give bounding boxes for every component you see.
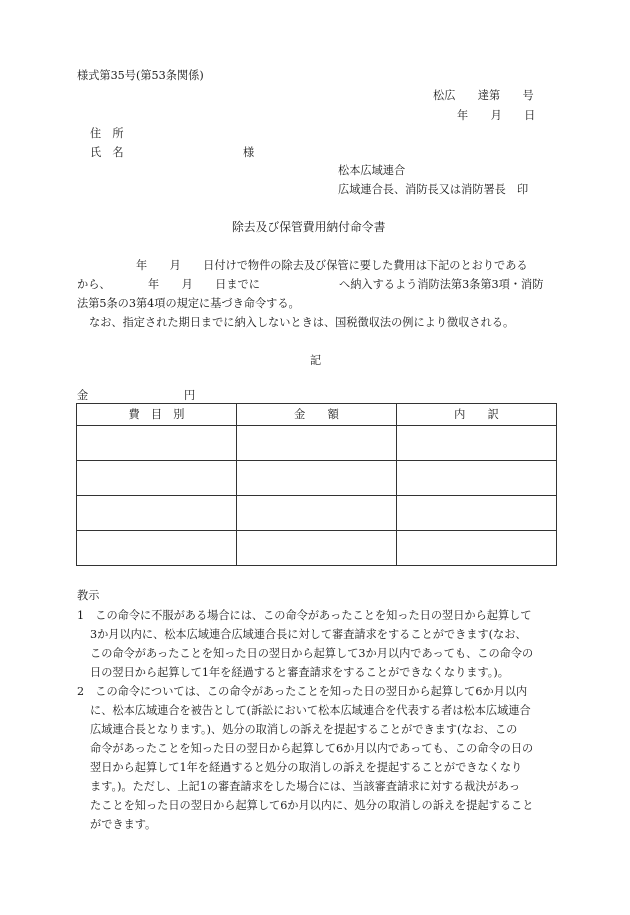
body-line-1: 年 月 日付けで物件の除去及び保管に要した費用は下記のとおりである xyxy=(136,259,528,272)
table-cell xyxy=(77,426,237,461)
table-cell xyxy=(397,531,557,566)
table-cell xyxy=(77,461,237,496)
table-cell xyxy=(77,531,237,566)
table-row xyxy=(77,531,557,566)
table-cell xyxy=(397,496,557,531)
header-expense-category: 費 目 別 xyxy=(77,404,237,426)
notice-item-2-line-4: 命令があったことを知った日の翌日から起算して6か月以内であっても、この命令の日の xyxy=(90,742,534,755)
table-cell xyxy=(77,496,237,531)
notice-heading: 教示 xyxy=(77,589,100,602)
table-cell xyxy=(237,531,397,566)
honorific: 様 xyxy=(243,146,255,159)
notice-item-2-line-3: 広域連合長となります。)、処分の取消しの訴えを提起することができます(なお、この xyxy=(90,723,518,736)
header-breakdown: 内 訳 xyxy=(397,404,557,426)
amount-unit: 円 xyxy=(184,389,196,402)
body-line-2b: 年 月 日までに xyxy=(148,278,260,291)
notice-item-2-line-1: 2 この命令については、この命令があったことを知った日の翌日から起算して6か月以内 xyxy=(77,685,528,698)
document-date: 年 月 日 xyxy=(457,109,536,122)
table-row xyxy=(77,461,557,496)
body-line-2a: から、 xyxy=(77,278,111,291)
body-line-3: 法第5条の3第4項の規定に基づき命令する。 xyxy=(77,297,300,310)
document-title: 除去及び保管費用納付命令書 xyxy=(232,220,386,234)
fee-table xyxy=(76,403,557,566)
notice-item-1-line-1: 1 この命令に不服がある場合には、この命令があったことを知った日の翌日から起算して xyxy=(77,609,532,622)
notice-item-1-line-3: この命令があったことを知った日の翌日から起算して3か月以内であっても、この命令の xyxy=(90,647,534,660)
amount-label: 金 xyxy=(77,389,89,402)
form-number: 様式第35号(第53条関係) xyxy=(77,69,204,82)
ki-mark: 記 xyxy=(310,354,322,367)
fee-table-header-row xyxy=(77,404,557,426)
notice-item-1-line-4: 日の翌日から起算して1年を経過すると審査請求をすることができなくなります。)。 xyxy=(90,666,509,679)
body-line-4: なお、指定された期日までに納入しないときは、国税徴収法の例により徴収される。 xyxy=(89,316,515,329)
notice-item-1-line-2: 3か月以内に、松本広域連合広域連合長に対して審査請求をすることができます(なお、 xyxy=(90,628,527,641)
table-cell xyxy=(237,426,397,461)
table-cell xyxy=(397,461,557,496)
notice-item-2-line-7: たことを知った日の翌日から起算して6か月以内に、処分の取消しの訴えを提起すること xyxy=(90,799,534,812)
name-label: 氏 名 xyxy=(90,146,124,159)
table-cell xyxy=(237,496,397,531)
notice-item-2-line-2: に、松本広域連合を被告として(訴訟において松本広域連合を代表する者は松本広域連合 xyxy=(90,704,531,717)
table-row xyxy=(77,426,557,461)
document-number: 松広 達第 号 xyxy=(433,89,534,102)
header-amount: 金 額 xyxy=(237,404,397,426)
table-cell xyxy=(397,426,557,461)
table-cell xyxy=(237,461,397,496)
issuer-signatory: 広域連合長、消防長又は消防署長 印 xyxy=(338,183,529,196)
notice-item-2-line-6: ます。)。ただし、上記1の審査請求をした場合には、当該審査請求に対する裁決があっ xyxy=(90,780,521,793)
address-label: 住 所 xyxy=(90,127,124,140)
body-line-2c: へ納入するよう消防法第3条第3項・消防 xyxy=(339,278,544,291)
notice-item-2-line-8: ができます。 xyxy=(90,818,157,831)
issuer-organization: 松本広域連合 xyxy=(338,164,406,177)
table-row xyxy=(77,496,557,531)
notice-item-2-line-5: 翌日から起算して1年を経過すると処分の取消しの訴えを提起することができなくなり xyxy=(90,761,523,774)
